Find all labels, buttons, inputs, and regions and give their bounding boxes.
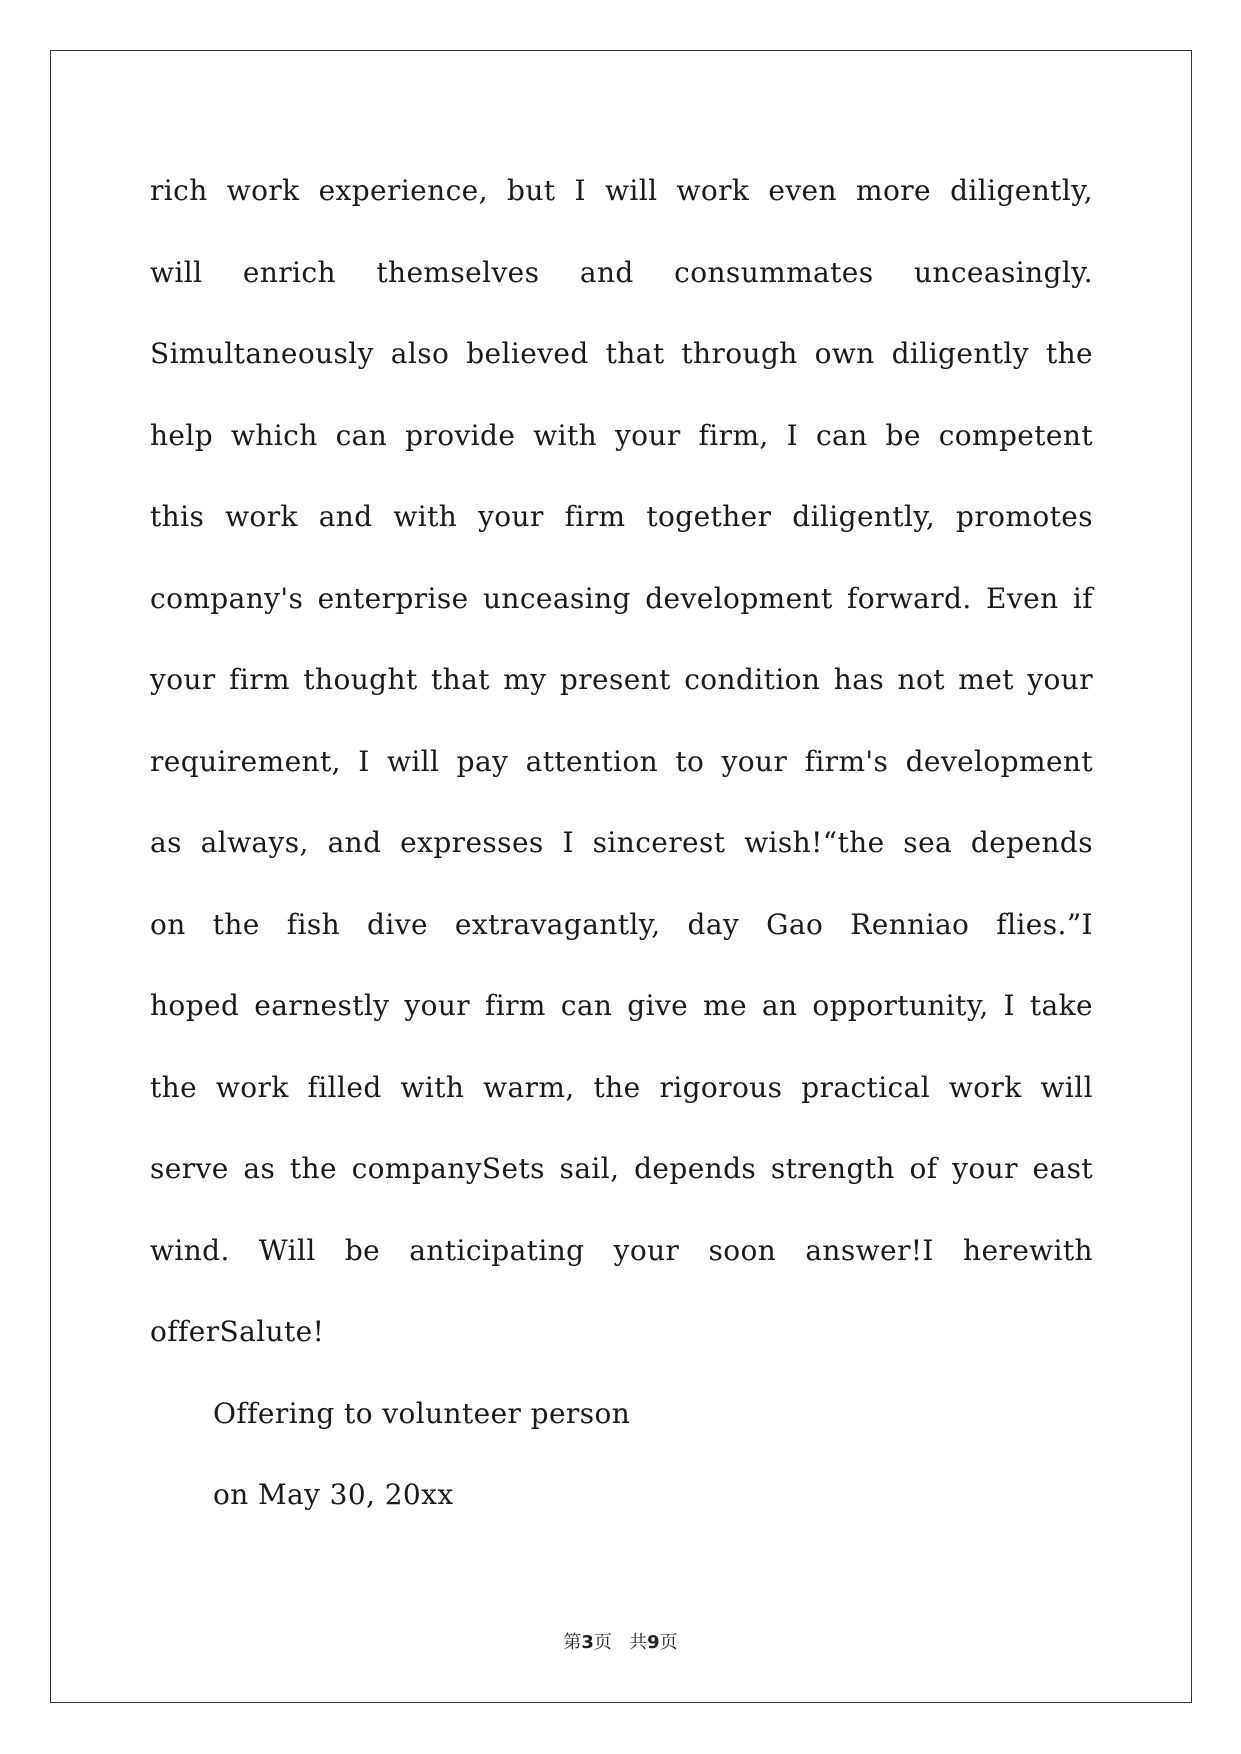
date-line: on May 30, 20xx [213, 1478, 454, 1511]
text-line: wind. Will be anticipating your soon answer!I herewith [150, 1233, 1093, 1267]
text-line: this work and with your firm together diligently, promotes [150, 500, 1093, 533]
text-line: company's enterprise unceasing development forward. Even if [150, 581, 1093, 615]
current-page-number: 3 [581, 1632, 594, 1653]
text-line: as always, and expresses I sincerest wish!“the sea depends [150, 826, 1093, 859]
footer-suffix: 页 [659, 1632, 678, 1653]
text-line: will enrich themselves and consummates unceasingly. [150, 255, 1093, 289]
text-line: serve as the companySets sail, depends strength of your east [150, 1152, 1093, 1185]
text-line: hoped earnestly your firm can give me an opportunity, I take [150, 989, 1093, 1022]
footer-prefix: 第 [563, 1632, 582, 1653]
signature-line: Offering to volunteer person [213, 1396, 631, 1430]
letter-body [150, 150, 1093, 1536]
text-line: requirement, I will pay attention to your firm's development [150, 744, 1093, 778]
footer-middle: 页 共 [593, 1632, 648, 1653]
text-line: on the fish dive extravagantly, day Gao Renniao flies.”I [150, 907, 1093, 941]
total-page-count: 9 [647, 1632, 660, 1653]
text-line: help which can provide with your firm, I can be competent [150, 418, 1093, 452]
text-line: the work filled with warm, the rigorous practical work will [150, 1070, 1093, 1104]
text-line: Simultaneously also believed that through own diligently the [150, 337, 1093, 370]
text-line: your firm thought that my present condition has not met your [150, 663, 1093, 696]
page-number-footer [0, 1628, 1241, 1654]
text-line: rich work experience, but I will work even more diligently, [150, 174, 1093, 207]
closing-salutation: offerSalute! [150, 1315, 325, 1348]
